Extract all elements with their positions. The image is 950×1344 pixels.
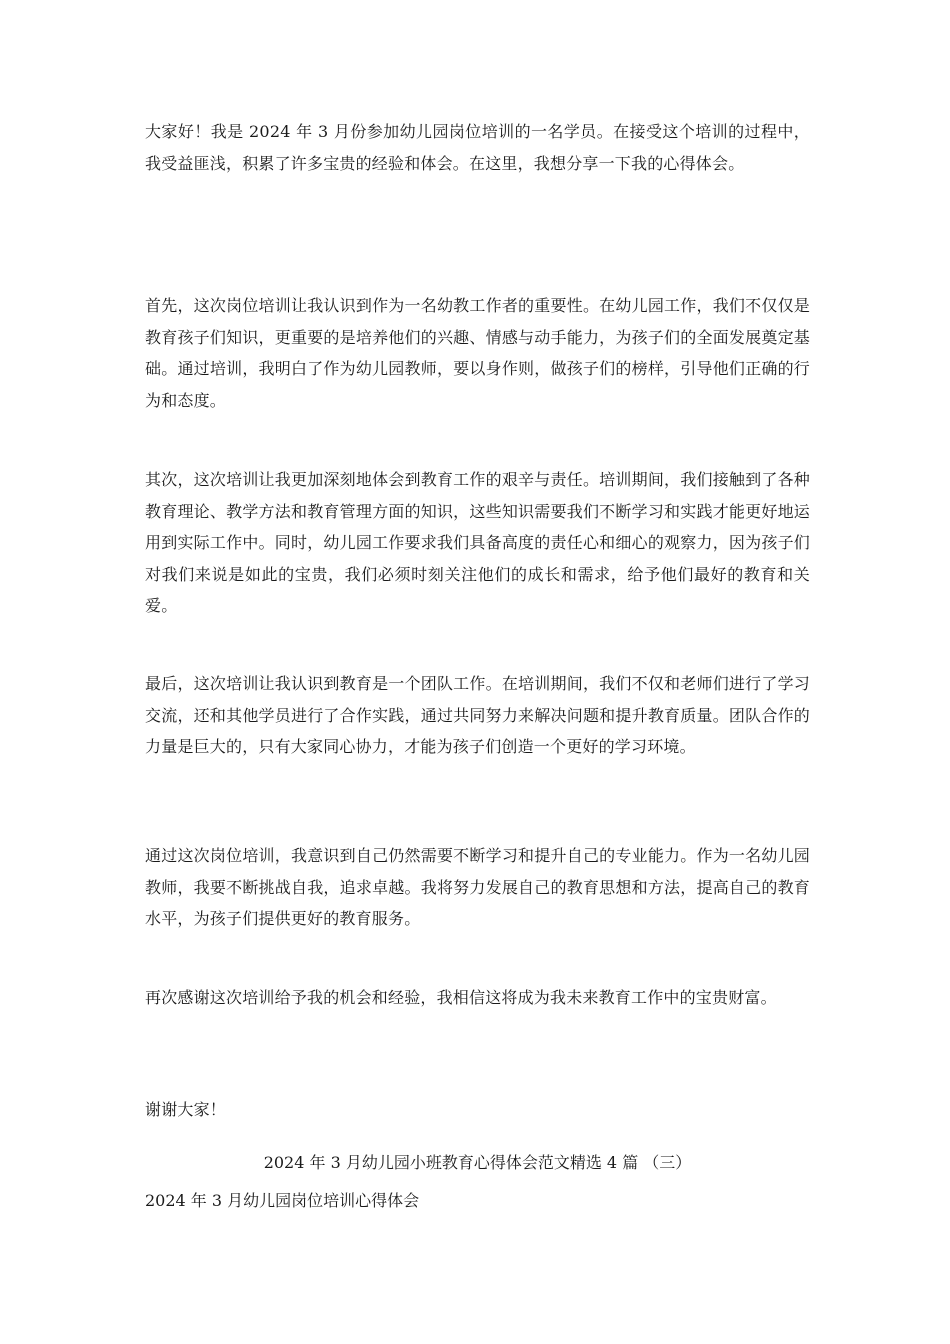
paragraph-greeting: 大家好！我是 2024 年 3 月份参加幼儿园岗位培训的一名学员。在接受这个培训的过程中，我受益匪浅，积累了许多宝贵的经验和体会。在这里，我想分享一下我的心得体会。	[145, 122, 810, 173]
paragraph-last-point: 最后，这次培训让我认识到教育是一个团队工作。在培训期间，我们不仅和老师们进行了学习交流，还和其他学员进行了合作实践，通过共同努力来解决问题和提升教育质量。团队合作的力量是巨大的，只有大家同心协力，才能为孩子们创造一个更好的学习环境。	[145, 674, 810, 756]
paragraph-reflection: 通过这次岗位培训，我意识到自己仍然需要不断学习和提升自己的专业能力。作为一名幼儿园教师，我要不断挑战自我，追求卓越。我将努力发展自己的教育思想和方法，提高自己的教育水平，为孩子们提供更好的教育服务。	[145, 846, 810, 928]
paragraph-second-point: 其次，这次培训让我更加深刻地体会到教育工作的艰辛与责任。培训期间，我们接触到了各种教育理论、教学方法和教育管理方面的知识，这些知识需要我们不断学习和实践才能更好地运用到实际工作中。同时，幼儿园工作要求我们具备高度的责任心和细心的观察力，因为孩子们对我们来说是如此的宝贵，我们必须时刻关注他们的成长和需求，给予他们最好的教育和关爱。	[145, 470, 810, 615]
paragraph-closing: 谢谢大家！	[145, 1100, 227, 1119]
paragraph-first-point: 首先，这次岗位培训让我认识到作为一名幼教工作者的重要性。在幼儿园工作，我们不仅仅是教育孩子们知识，更重要的是培养他们的兴趣、情感与动手能力，为孩子们的全面发展奠定基础。通过培训，我明白了作为幼儿园教师，要以身作则，做孩子们的榜样，引导他们正确的行为和态度。	[145, 296, 810, 410]
article-title: 2024 年 3 月幼儿园岗位培训心得体会	[145, 1191, 420, 1210]
section-heading: 2024 年 3 月幼儿园小班教育心得体会范文精选 4 篇 （三）	[263, 1153, 692, 1172]
paragraph-thanks-training: 再次感谢这次培训给予我的机会和经验，我相信这将成为我未来教育工作中的宝贵财富。	[145, 988, 777, 1007]
